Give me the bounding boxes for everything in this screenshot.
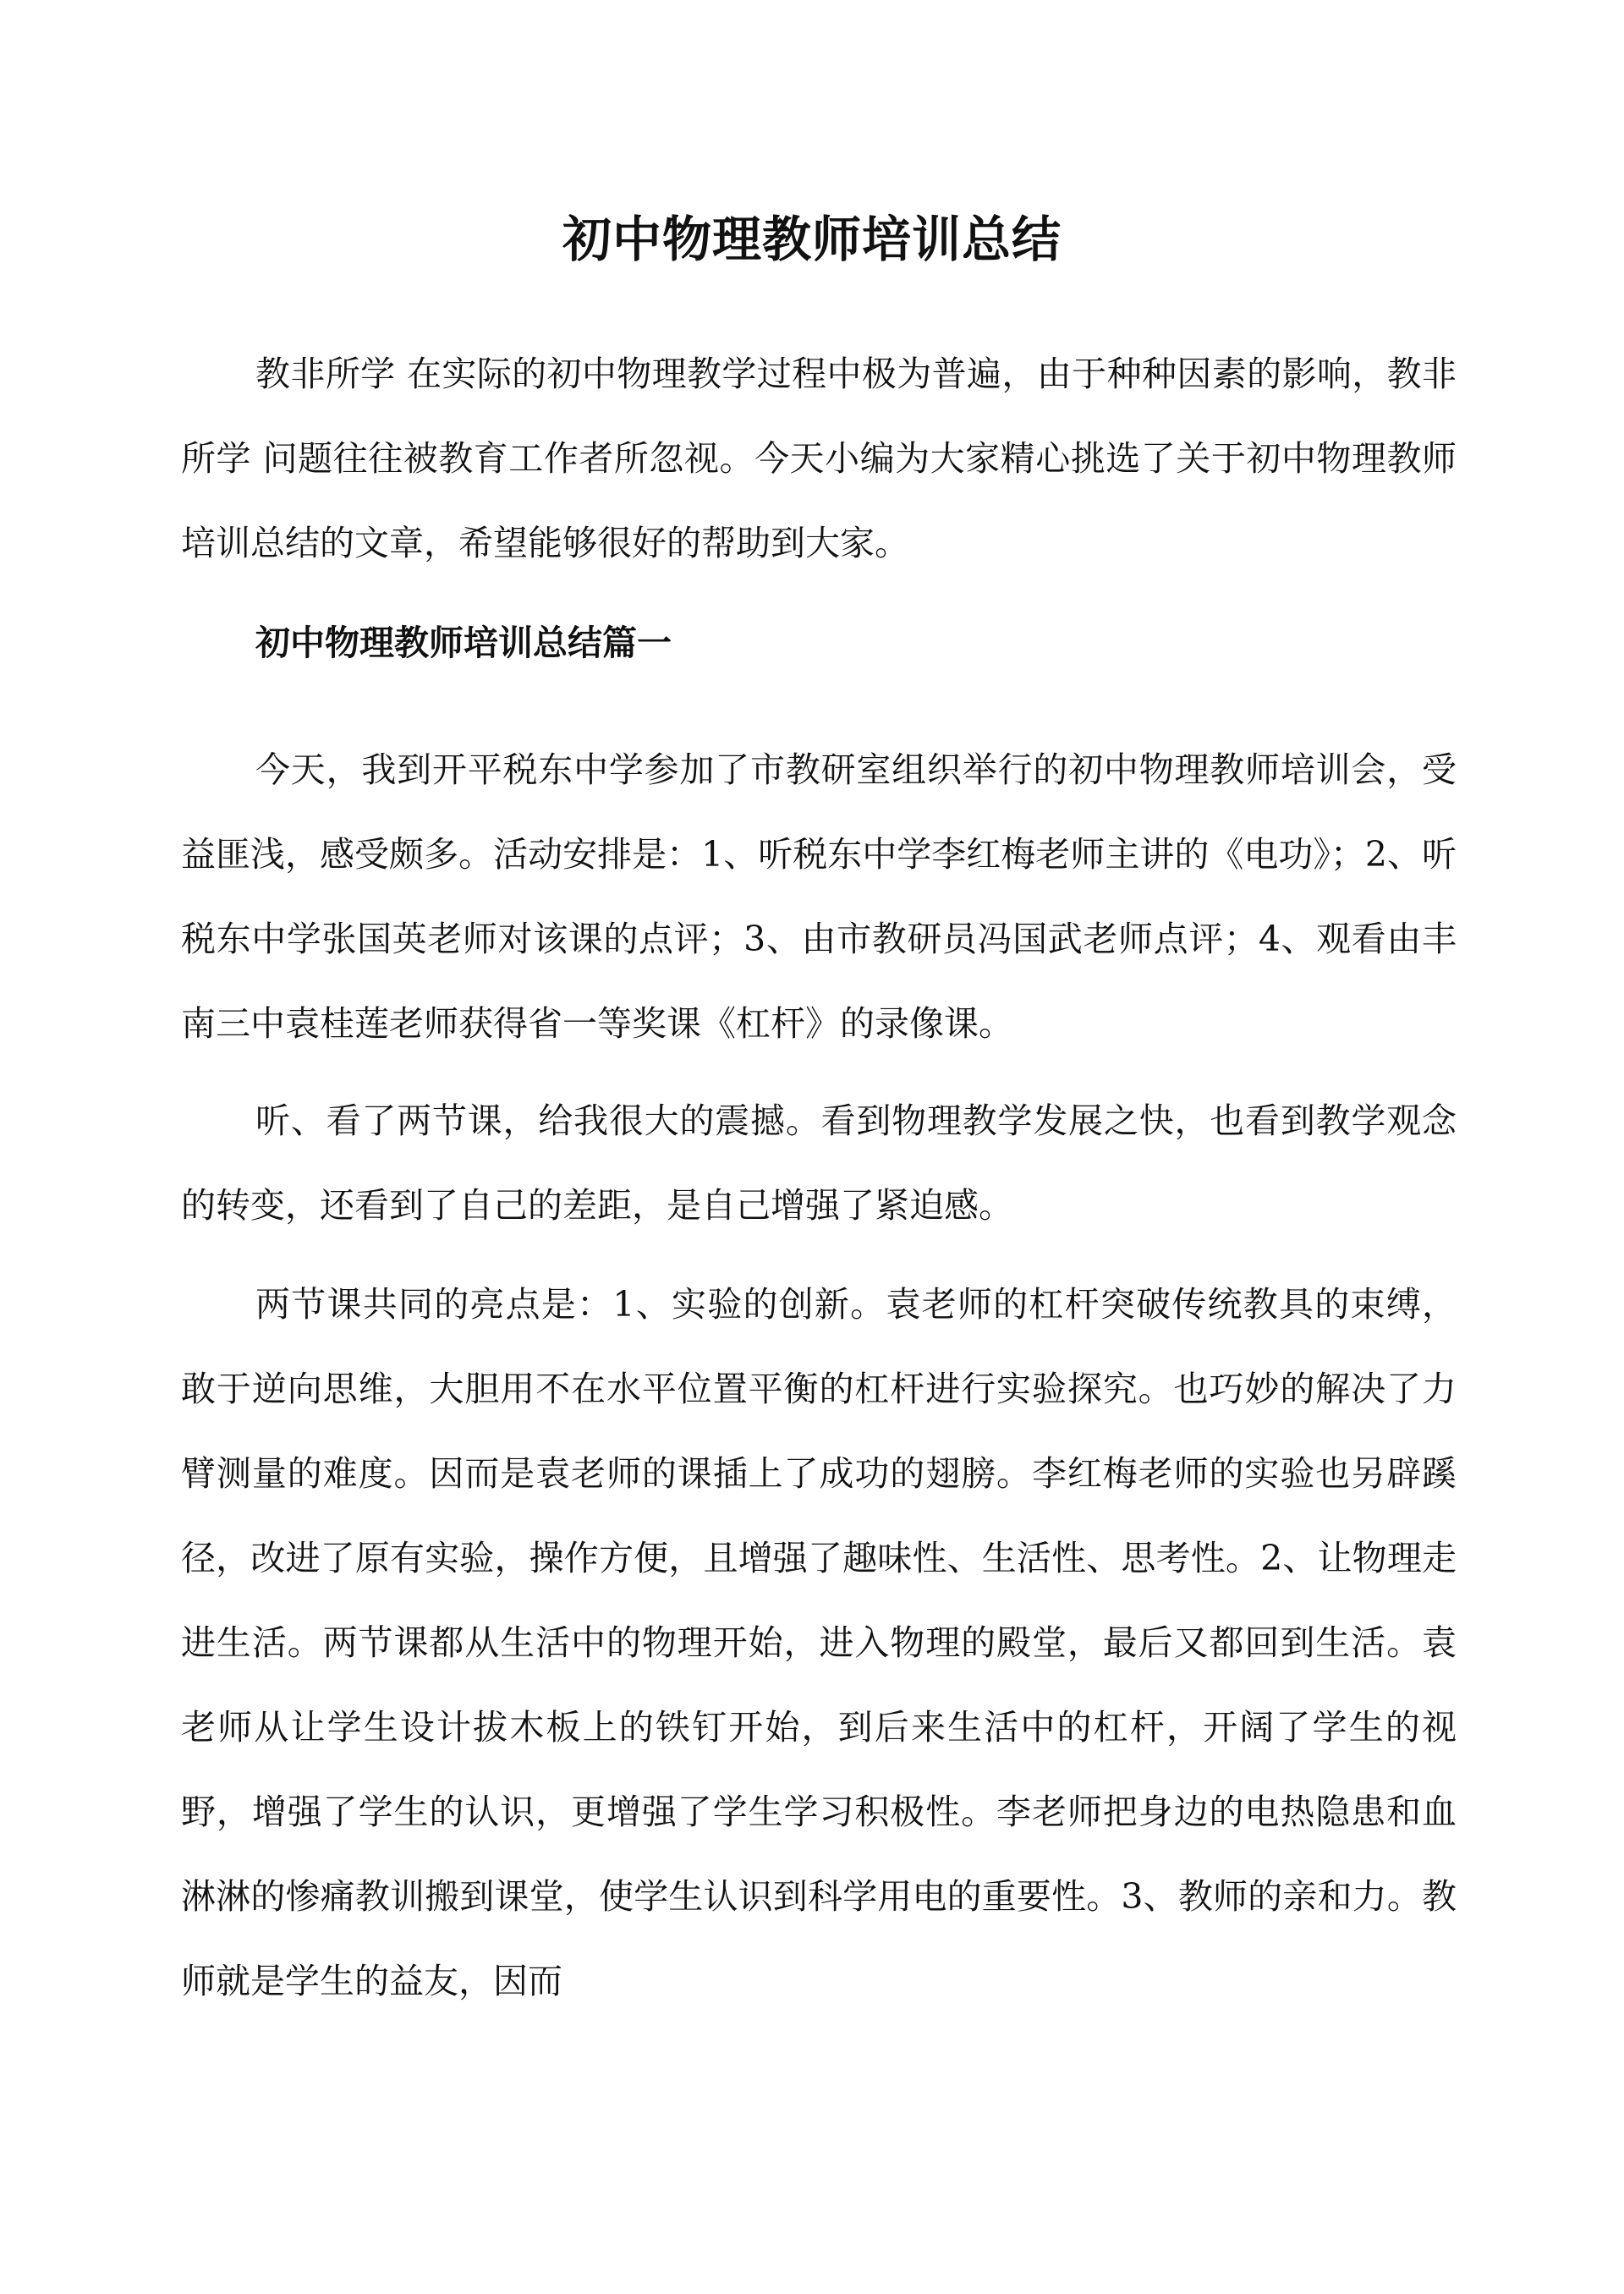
body-paragraph-3: 两节课共同的亮点是：1、实验的创新。袁老师的杠杆突破传统教具的束缚，敢于逆向思维，大胆用不在水平位置平衡的杠杆进行实验探究。也巧妙的解决了力臂测量的难度。因而是袁老师的课插上了成功的翅膀。李红梅老师的实验也另辟蹊径，改进了原有实验，操作方便，且增强了趣味性、生活性、思考性。2、让物理走进生活。两节课都从生活中的物理开始，进入物理的殿堂，最后又都回到生活。袁老师从让学生设计拔木板上的铁钉开始，到后来生活中的杠杆，开阔了学生的视野，增强了学生的认识，更增强了学生学习积极性。李老师把身边的电热隐患和血淋淋的惨痛教训搬到课堂，使学生认识到科学用电的重要性。3、教师的亲和力。教师就是学生的益友，因而 — [181, 1284, 1457, 2001]
body-paragraph-1: 今天，我到开平税东中学参加了市教研室组织举行的初中物理教师培训会，受益匪浅，感受颇多。活动安排是：1、听税东中学李红梅老师主讲的《电功》；2、听税东中学张国英老师对该课的点评；3、由市教研员冯国武老师点评；4、观看由丰南三中袁桂莲老师获得省一等奖课《杠杆》的录像课。 — [181, 749, 1457, 1044]
section-heading: 初中物理教师培训总结篇一 — [255, 623, 672, 663]
document-title: 初中物理教师培训总结 — [562, 211, 1062, 268]
body-paragraph-2: 听、看了两节课，给我很大的震撼。看到物理教学发展之快，也看到教学观念的转变，还看到了自己的差距，是自己增强了紧迫感。 — [181, 1100, 1457, 1226]
intro-paragraph: 教非所学 在实际的初中物理教学过程中极为普遍，由于种种因素的影响，教非所学 问题往往被教育工作者所忽视。今天小编为大家精心挑选了关于初中物理教师培训总结的文章，希望能够很好的帮助到大家。 — [181, 354, 1457, 563]
